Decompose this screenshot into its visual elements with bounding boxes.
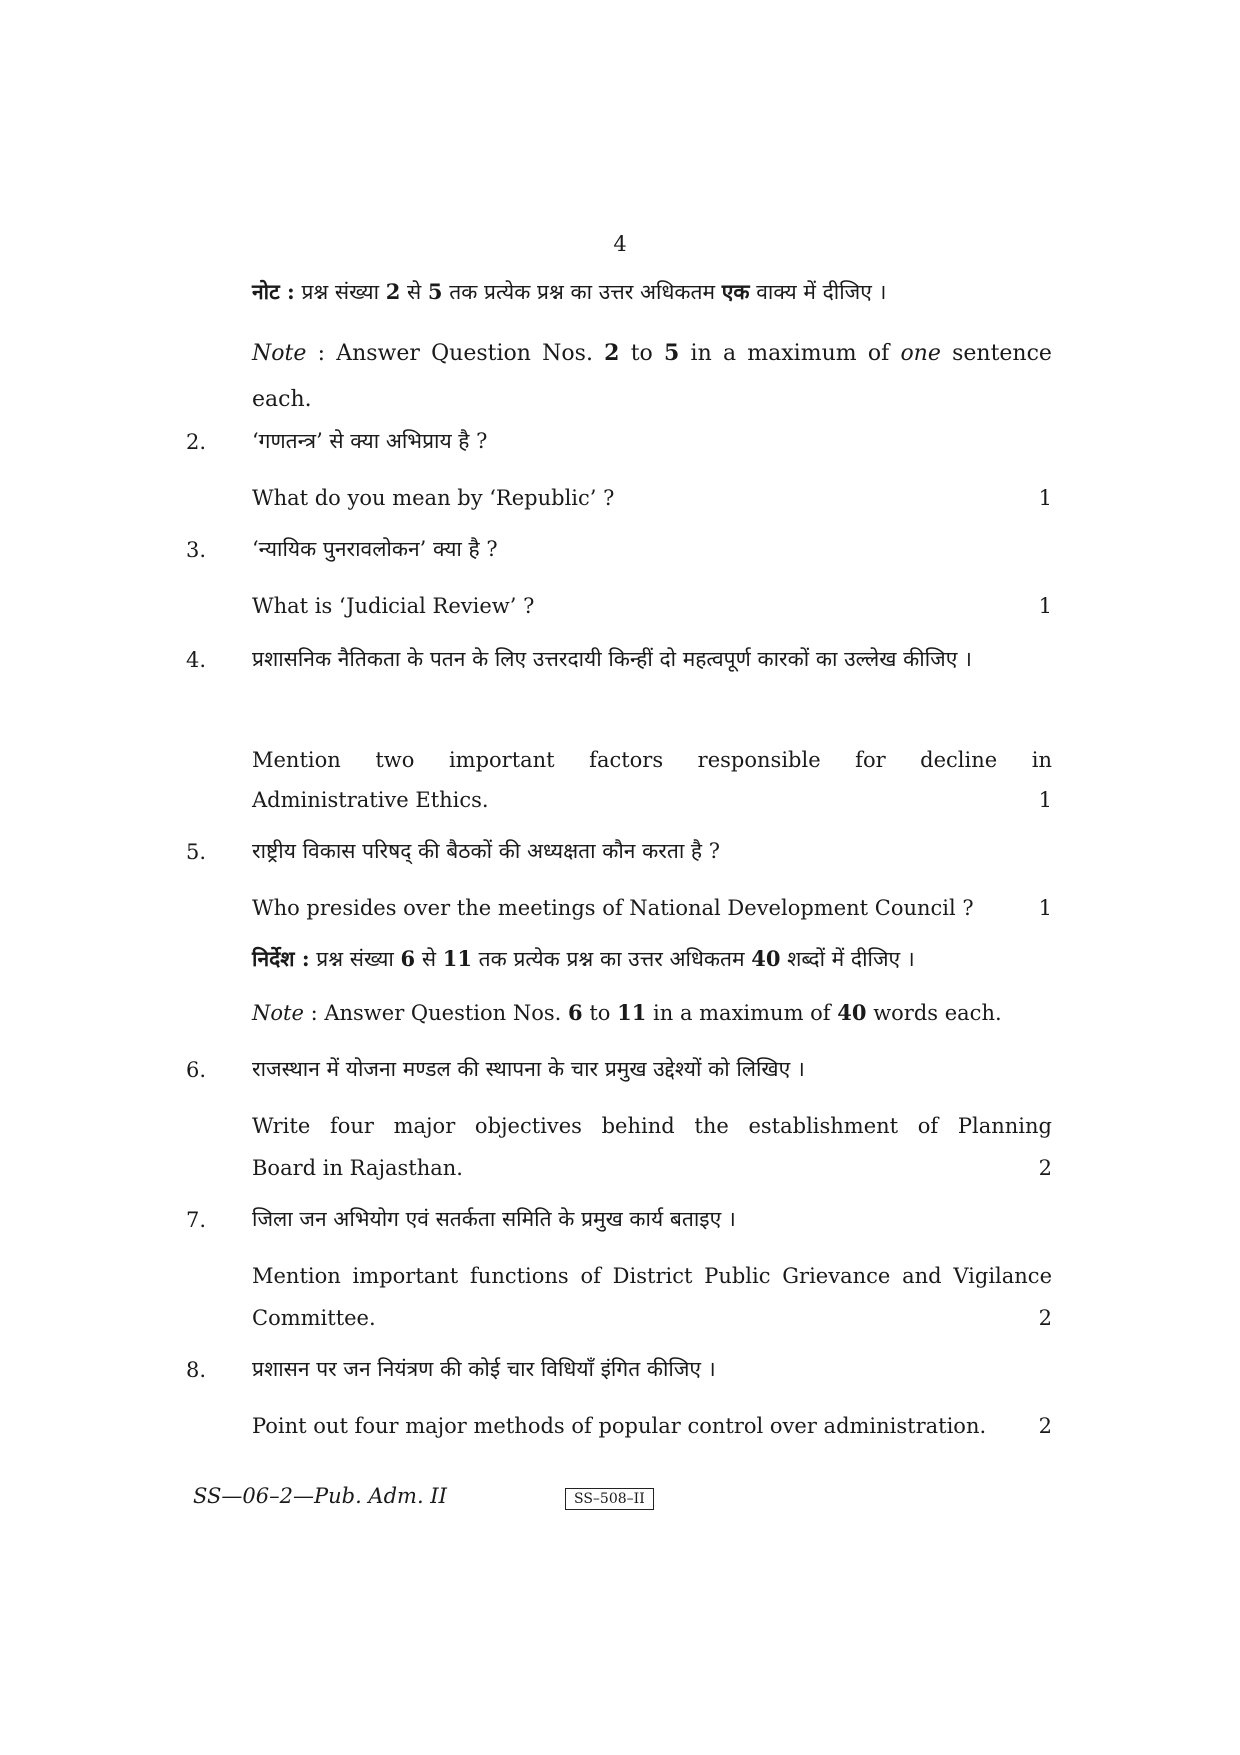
note2-english-num: 11 [617, 1000, 647, 1025]
question-english [252, 1406, 1032, 1446]
note1-hindi-bold: एक [721, 279, 750, 304]
question-english [252, 888, 1012, 928]
note2-english-text: words each. [873, 1001, 1002, 1025]
note1-english-text: to [630, 341, 653, 366]
note2-hindi-label: निर्देश : [252, 946, 310, 971]
note1-hindi-text: वाक्य में दीजिए । [756, 280, 887, 304]
question-english-line1: Mention important functions of District Public Grievance and Vigilance [252, 1264, 1052, 1288]
note2-english-text: to [589, 1001, 611, 1025]
question-english-text: What do you mean by ‘Republic’ ? [252, 486, 615, 510]
question-marks: 2 [1038, 1156, 1052, 1180]
question-english-text: What is ‘Judicial Review’ ? [252, 594, 535, 618]
note2-hindi-num: 11 [442, 946, 472, 971]
question-english-line1: Write four major objectives behind the establishment of Planning [252, 1114, 1052, 1138]
question-english-text: Point out four major methods of popular control over administration. [252, 1414, 987, 1438]
note2-hindi-text: शब्दों में दीजिए । [787, 947, 915, 971]
note1-hindi-num: 2 [385, 279, 401, 304]
question-hindi: जिला जन अभियोग एवं सतर्कता समिति के प्रमुख कार्य बताइए । [252, 1207, 736, 1231]
question-marks: 1 [1038, 896, 1052, 920]
question-hindi: राष्ट्रीय विकास परिषद् की बैठकों की अध्यक्षता कौन करता है ? [252, 839, 721, 863]
question-marks: 2 [1038, 1306, 1052, 1330]
note2-english-num: 40 [837, 1000, 867, 1025]
question-marks: 1 [1038, 594, 1052, 618]
question-hindi: राजस्थान में योजना मण्डल की स्थापना के चार प्रमुख उद्देश्यों को लिखिए । [252, 1057, 805, 1081]
question-marks: 1 [1038, 486, 1052, 510]
question-marks: 2 [1038, 1414, 1052, 1438]
note2-hindi-text: से [421, 947, 437, 971]
question-number: 6. [186, 1058, 207, 1082]
question-number: 7. [186, 1208, 207, 1232]
note1-hindi [252, 278, 1052, 306]
question-number: 3. [186, 538, 207, 562]
question-number: 8. [186, 1358, 207, 1382]
question-english-line2: Administrative Ethics. [252, 788, 489, 812]
note1-english-label: Note [252, 341, 307, 366]
note2-hindi-num: 40 [751, 946, 781, 971]
note1-hindi-text: से [407, 280, 422, 304]
note2-english-text: in a maximum of [653, 1001, 831, 1025]
note1-english-text: in a maximum of [690, 341, 890, 366]
note2-hindi-num: 6 [400, 946, 416, 971]
question-hindi: ‘न्यायिक पुनरावलोकन’ क्या है ? [252, 537, 498, 561]
question-english [252, 478, 1052, 518]
question-marks: 1 [1038, 788, 1052, 812]
question-english-line2: Committee. [252, 1306, 376, 1330]
question-hindi: प्रशासन पर जन नियंत्रण की कोई चार विधियाँ इंगित कीजिए । [252, 1357, 716, 1381]
note1-hindi-text: प्रश्न संख्या [301, 280, 380, 304]
note1-hindi-num: 5 [427, 279, 443, 304]
question-hindi: ‘गणतन्त्र’ से क्या अभिप्राय है ? [252, 429, 488, 453]
note2-english-label: Note [252, 1001, 304, 1025]
paper-code: SS—06–2—Pub. Adm. II [193, 1484, 447, 1508]
note1-english-num: 5 [664, 340, 680, 366]
note1-english-text: : Answer Question Nos. [317, 341, 593, 366]
note1-english-num: 2 [604, 340, 620, 366]
note1-hindi-text: तक प्रत्येक प्रश्न का उत्तर अधिकतम [449, 280, 716, 304]
page-number: 4 [613, 232, 627, 256]
note1-english-text: sentence each. [252, 341, 1052, 412]
note2-hindi-text: प्रश्न संख्या [316, 947, 394, 971]
note1-english [252, 330, 1052, 423]
note1-english-emphasis: one [900, 341, 941, 366]
question-number: 2. [186, 430, 207, 454]
note2-hindi-text: तक प्रत्येक प्रश्न का उत्तर अधिकतम [478, 947, 745, 971]
question-number: 4. [186, 648, 207, 672]
paper-code-box: SS–508–II [565, 1488, 654, 1510]
question-english [252, 586, 1052, 626]
note1-hindi-label: नोट : [252, 279, 295, 304]
note2-hindi [252, 945, 1052, 973]
note2-english-num: 6 [568, 1000, 583, 1025]
note2-english-text: : Answer Question Nos. [310, 1001, 562, 1025]
question-number: 5. [186, 840, 207, 864]
question-english-text: Who presides over the meetings of National Development Council ? [252, 896, 974, 920]
question-hindi: प्रशासनिक नैतिकता के पतन के लिए उत्तरदायी किन्हीं दो महत्वपूर्ण कारकों का उल्लेख कीजिए । [252, 647, 972, 671]
question-english-line1: Mention two important factors responsible for decline in [252, 748, 1052, 772]
note2-english [252, 1000, 1052, 1025]
question-english-line2: Board in Rajasthan. [252, 1156, 463, 1180]
